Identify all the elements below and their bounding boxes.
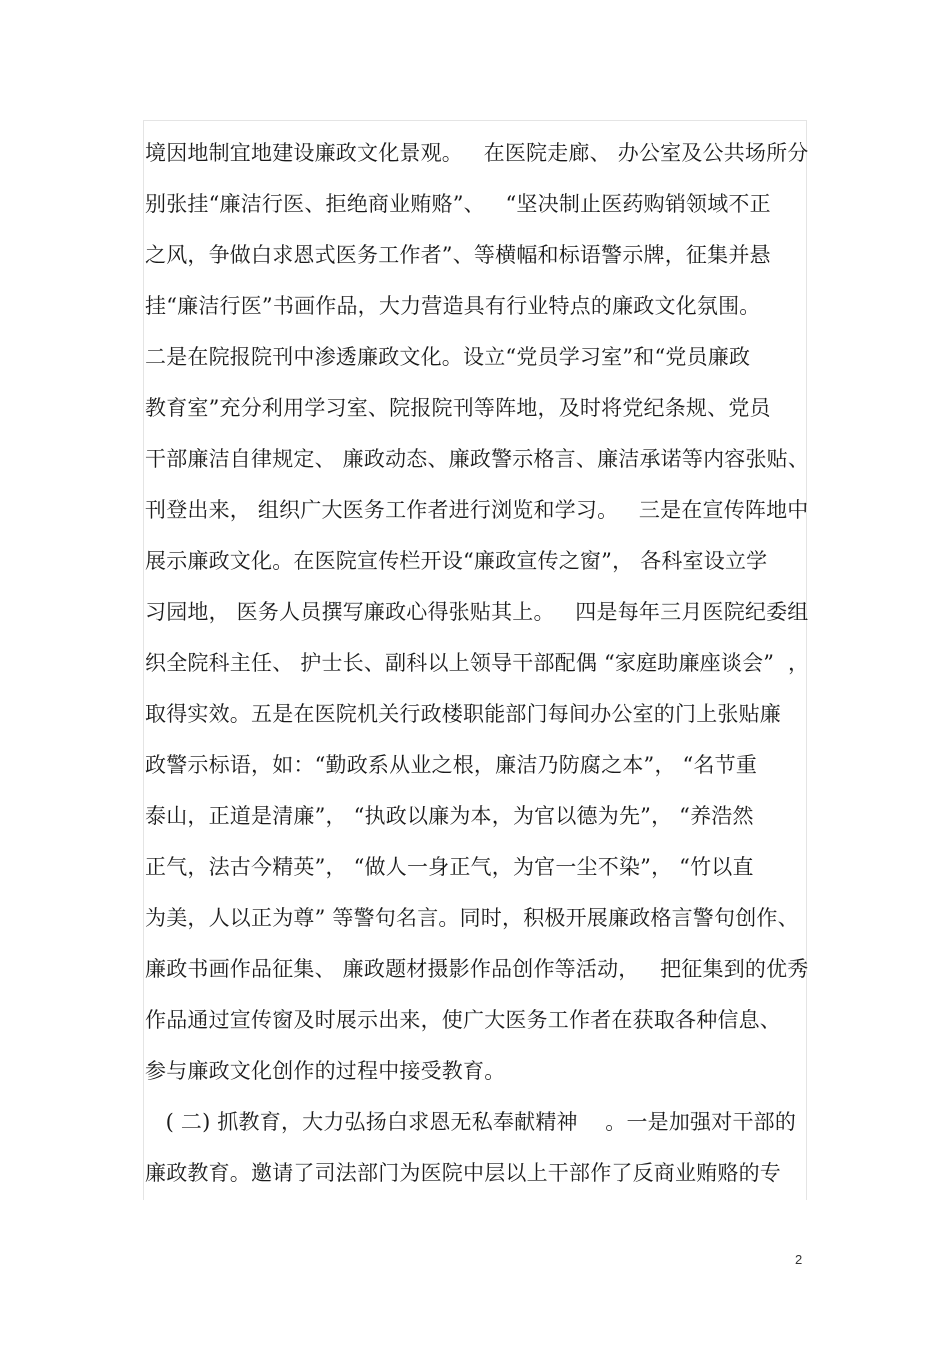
body-text-line: 刊登出来， 组织广大医务工作者进行浏览和学习。 三是在宣传阵地中 (145, 498, 809, 522)
body-text-line: 二是在院报院刊中渗透廉政文化。设立“党员学习室”和“党员廉政 (145, 345, 751, 369)
body-text-line: 之风，争做白求恩式医务工作者”、等横幅和标语警示牌，征集并悬 (145, 243, 771, 267)
body-text-line: 别张挂“廉洁行医、拒绝商业贿赂”、 “坚决制止医药购销领域不正 (145, 192, 771, 216)
body-text-line: 廉政书画作品征集、 廉政题材摄影作品创作等活动， 把征集到的优秀 (145, 957, 809, 981)
body-text-line: 政警示标语，如：“勤政系从业之根，廉洁乃防腐之本”， “名节重 (145, 753, 758, 777)
body-text-line: 为美，人以正为尊” 等警句名言。同时，积极开展廉政格言警句创作、 (145, 906, 799, 930)
body-text-line: 取得实效。五是在医院机关行政楼职能部门每间办公室的门上张贴廉 (145, 702, 781, 726)
body-text-line: 展示廉政文化。在医院宣传栏开设“廉政宣传之窗”， 各科室设立学 (145, 549, 768, 573)
body-text-line: 参与廉政文化创作的过程中接受教育。 (145, 1059, 506, 1083)
body-text-line: 作品通过宣传窗及时展示出来，使广大医务工作者在获取各种信息、 (145, 1008, 781, 1032)
body-text-line: 境因地制宜地建设廉政文化景观。 在医院走廊、 办公室及公共场所分 (145, 141, 809, 165)
body-text-line: 正气，法古今精英”， “做人一身正气，为官一尘不染”， “竹以直 (145, 855, 754, 879)
body-text-line: 干部廉洁自律规定、 廉政动态、廉政警示格言、廉洁承诺等内容张贴、 (145, 447, 810, 471)
page-number: 2 (795, 1252, 803, 1267)
body-text-line: 泰山，正道是清廉”， “执政以廉为本，为官以德为先”， “养浩然 (145, 804, 754, 828)
body-text-line: 廉政教育。邀请了司法部门为医院中层以上干部作了反商业贿赂的专 (145, 1161, 781, 1185)
body-text-line: 挂“廉洁行医”书画作品，大力营造具有行业特点的廉政文化氛围。 (145, 294, 761, 318)
body-text-line: 教育室”充分利用学习室、院报院刊等阵地，及时将党纪条规、党员 (145, 396, 771, 420)
body-text-line: 织全院科主任、 护士长、副科以上领导干部配偶 “家庭助廉座谈会” ， (145, 651, 810, 675)
body-text-line: 习园地， 医务人员撰写廉政心得张贴其上。 四是每年三月医院纪委组 (145, 600, 809, 624)
section-heading-line: ( 二) 抓教育，大力弘扬白求恩无私奉献精神 。一是加强对干部的 (145, 1110, 797, 1134)
